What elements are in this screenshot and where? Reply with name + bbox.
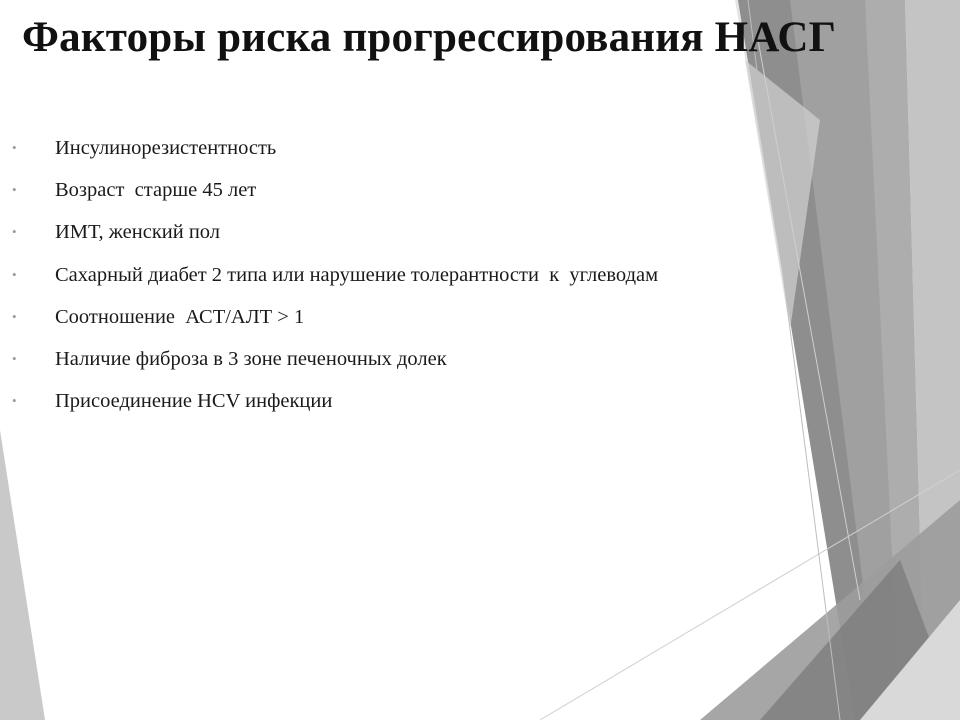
list-item [12,260,658,302]
slide-title: Факторы риска прогрессирования НАСГ [22,14,837,61]
list-item [12,175,658,217]
list-item [12,386,658,428]
bullet-icon: • [12,308,17,324]
list-item-text: Присоединение HCV инфекции [55,390,333,413]
list-item-text: Сахарный диабет 2 типа или нарушение толерантности к углеводам [55,263,659,286]
list-item-text: Наличие фиброза в 3 зоне печеночных долек [55,347,447,370]
bullet-icon: • [12,350,17,366]
bullet-icon: • [12,182,17,198]
left-edge-shape [0,430,45,720]
list-item [12,302,658,344]
list-item-text: Инсулинорезистентность [55,137,277,159]
bullet-icon: • [12,266,17,282]
bullet-icon: • [12,393,17,409]
list-item [12,217,658,259]
list-item-text: Возраст старше 45 лет [55,179,257,202]
list-item-text: ИМТ, женский пол [55,221,221,244]
list-item [12,133,658,175]
list-item [12,344,658,386]
list-item-text: Соотношение АСТ/АЛТ > 1 [55,305,305,328]
risk-factor-list [12,133,658,428]
bullet-icon: • [12,140,17,155]
bullet-icon: • [12,224,17,240]
